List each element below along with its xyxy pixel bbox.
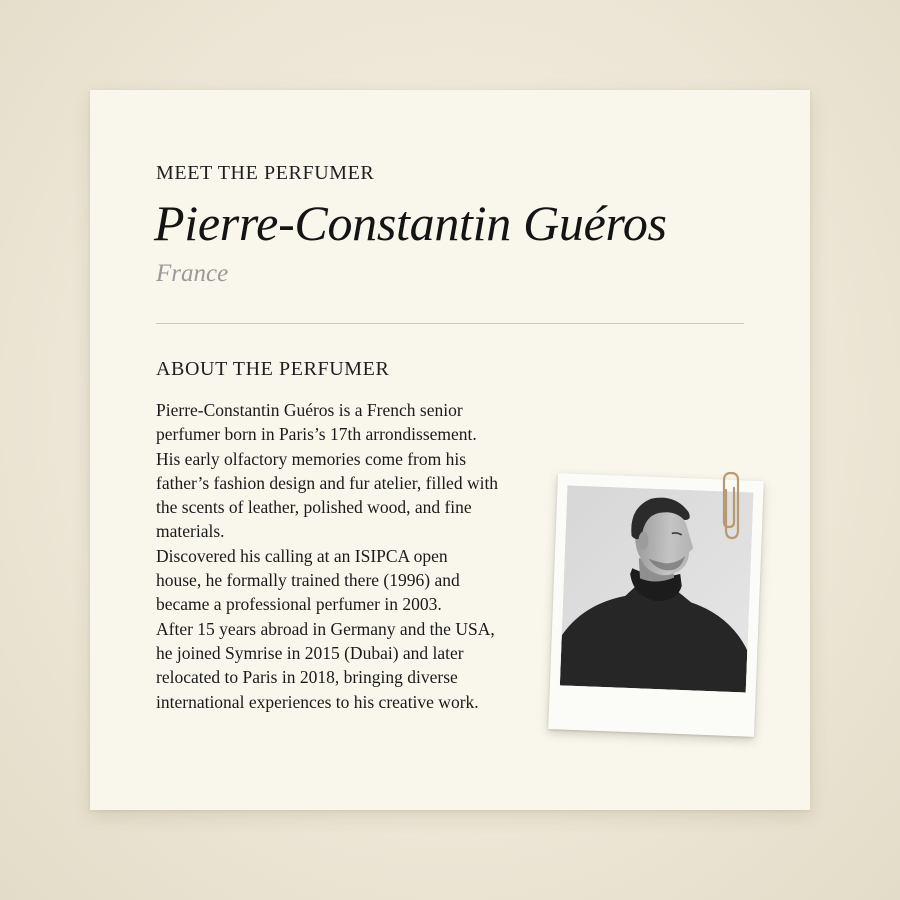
bio-line: international experiences to his creative work.: [156, 691, 479, 712]
about-bio: [156, 398, 556, 714]
perfumer-country: France: [156, 260, 229, 287]
bio-line: perfumer born in Paris’s 17th arrondissement.: [156, 424, 477, 445]
bio-line: His early olfactory memories come from his: [156, 448, 467, 469]
bio-line: relocated to Paris in 2018, bringing diverse: [156, 667, 458, 688]
paperclip-icon: [718, 470, 744, 542]
perfumer-card: [90, 90, 810, 810]
bio-line: Pierre-Constantin Guéros is a French senior: [156, 400, 463, 420]
bio-line: After 15 years abroad in Germany and the USA,: [156, 618, 495, 639]
bio-line: materials.: [156, 521, 225, 542]
bio-line: he joined Symrise in 2015 (Dubai) and later: [156, 642, 464, 663]
bio-line: the scents of leather, polished wood, and fine: [156, 497, 472, 518]
eyebrow-label: MEET THE PERFUMER: [156, 162, 375, 184]
divider: [156, 323, 744, 324]
bio-line: house, he formally trained there (1996) and: [156, 570, 460, 591]
about-section-title: ABOUT THE PERFUMER: [156, 358, 390, 380]
bio-line: became a professional perfumer in 2003.: [156, 594, 442, 615]
bio-line: Discovered his calling at an ISIPCA open: [156, 545, 448, 566]
bio-line: father’s fashion design and fur atelier, filled with: [156, 472, 499, 493]
perfumer-name: Pierre-Constantin Guéros: [154, 195, 667, 251]
